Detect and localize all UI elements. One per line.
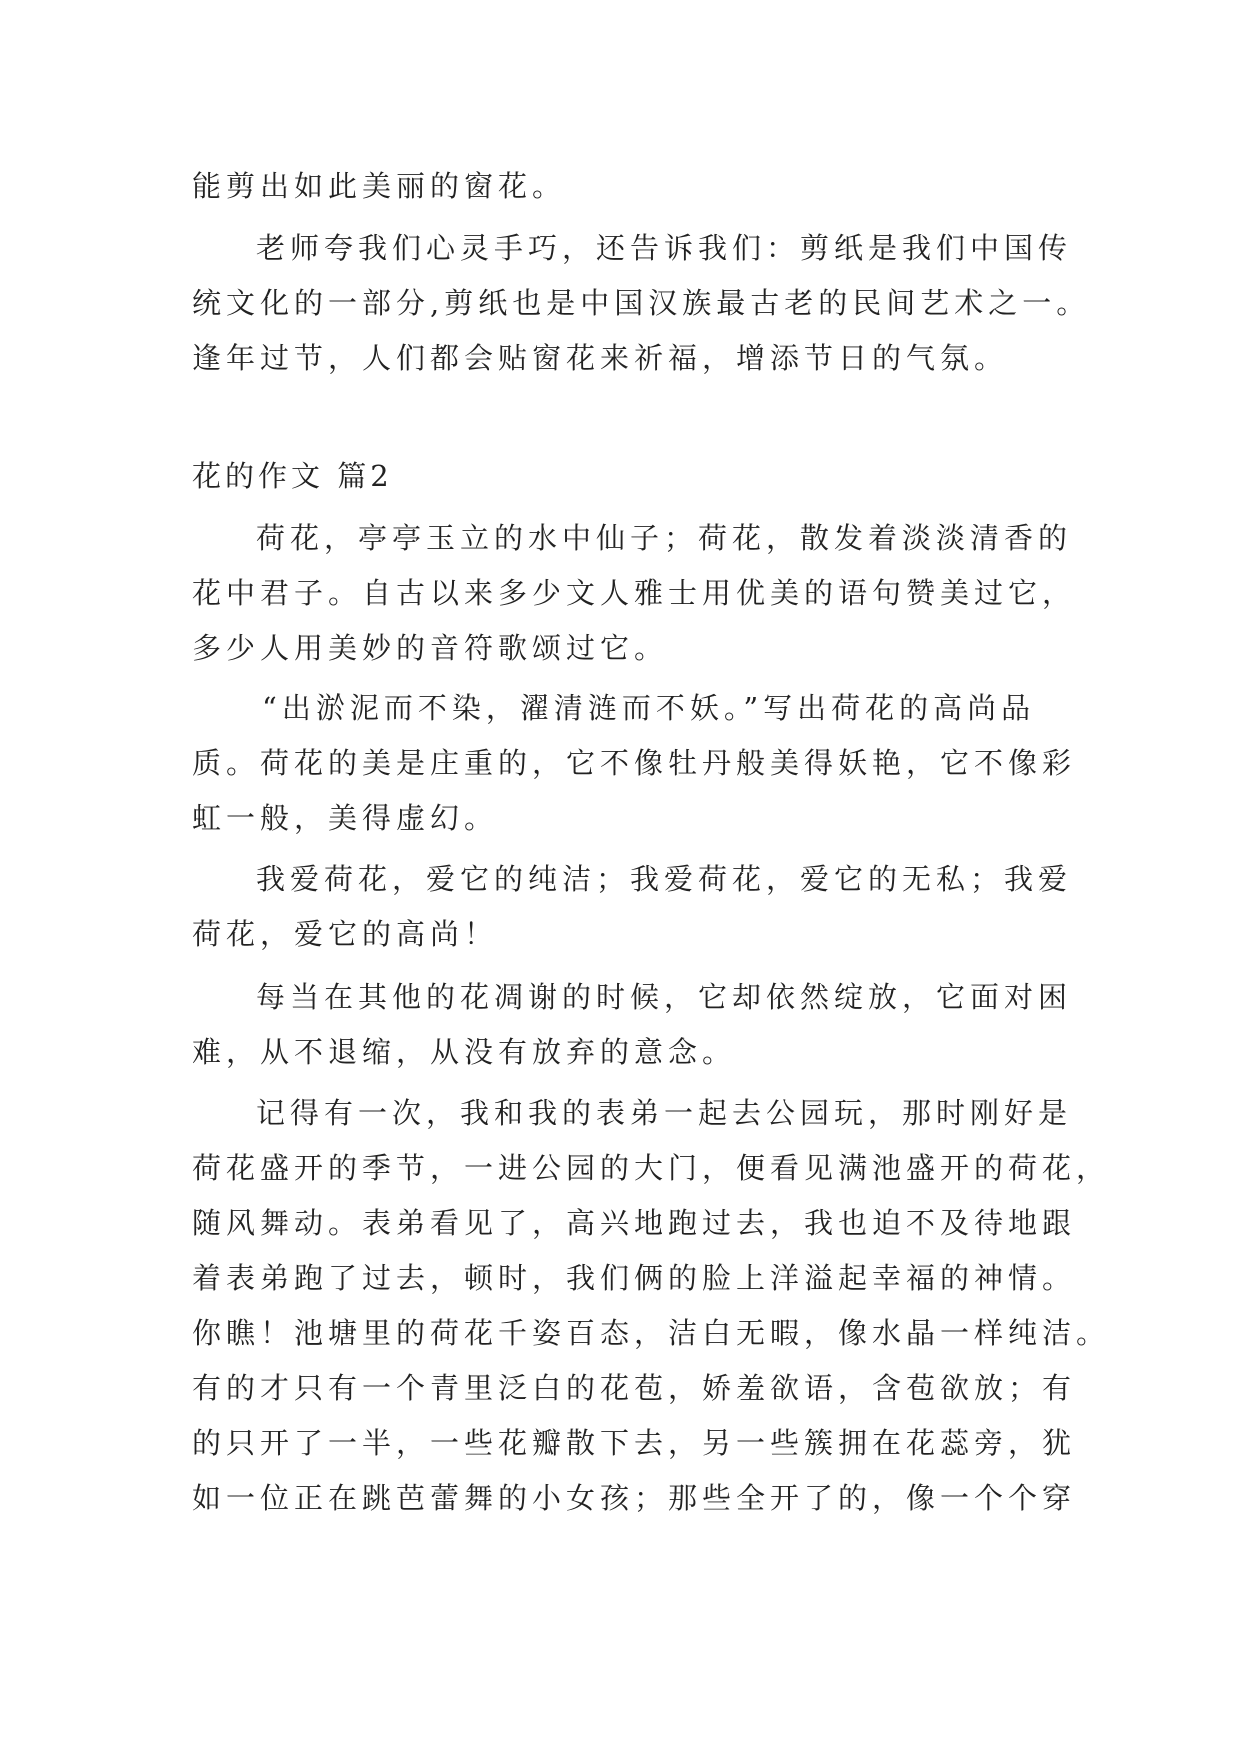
paragraph-line: 花中君子。自古以来多少文人雅士用优美的语句赞美过它， xyxy=(192,576,1077,610)
paragraph-line: 每当在其他的花凋谢的时候，它却依然绽放，它面对困 xyxy=(256,980,1073,1014)
paragraph-line: 荷花，亭亭玉立的水中仙子；荷花，散发着淡淡清香的 xyxy=(256,521,1073,555)
paragraph-line: 随风舞动。表弟看见了，高兴地跑过去，我也迫不及待地跟 xyxy=(192,1206,1077,1240)
paragraph-line: 如一位正在跳芭蕾舞的小女孩；那些全开了的，像一个个穿 xyxy=(192,1481,1077,1515)
paragraph-line: 记得有一次，我和我的表弟一起去公园玩，那时刚好是 xyxy=(256,1096,1073,1130)
paragraph-line: 虹一般，美得虚幻。 xyxy=(192,801,499,835)
paragraph-line: 逢年过节，人们都会贴窗花来祈福，增添节日的气氛。 xyxy=(192,341,1009,375)
paragraph-line: 荷花，爱它的高尚！ xyxy=(192,917,499,951)
paragraph-line: 的只开了一半，一些花瓣散下去，另一些簇拥在花蕊旁，犹 xyxy=(192,1426,1077,1460)
paragraph-line: 多少人用美妙的音符歌颂过它。 xyxy=(192,631,669,665)
paragraph-line: 能剪出如此美丽的窗花。 xyxy=(192,169,567,203)
paragraph-line: 统文化的一部分,剪纸也是中国汉族最古老的民间艺术之一。 xyxy=(192,286,1091,320)
paragraph-line: 难，从不退缩，从没有放弃的意念。 xyxy=(192,1035,737,1069)
paragraph-line: 荷花盛开的季节，一进公园的大门，便看见满池盛开的荷花， xyxy=(192,1151,1111,1185)
paragraph-line: 有的才只有一个青里泛白的花苞，娇羞欲语，含苞欲放；有 xyxy=(192,1371,1077,1405)
paragraph-line: 你瞧！池塘里的荷花千姿百态，洁白无暇，像水晶一样纯洁。 xyxy=(192,1316,1111,1350)
paragraph-line: “出淤泥而不染，濯清涟而不妖。”写出荷花的高尚品 xyxy=(262,691,1036,725)
paragraph-line: 老师夸我们心灵手巧，还告诉我们：剪纸是我们中国传 xyxy=(256,231,1073,265)
section-heading: 花的作文 篇2 xyxy=(192,459,393,493)
paragraph-line: 我爱荷花，爱它的纯洁；我爱荷花，爱它的无私；我爱 xyxy=(256,862,1073,896)
paragraph-line: 质。荷花的美是庄重的，它不像牡丹般美得妖艳，它不像彩 xyxy=(192,746,1077,780)
paragraph-line: 着表弟跑了过去，顿时，我们俩的脸上洋溢起幸福的神情。 xyxy=(192,1261,1077,1295)
